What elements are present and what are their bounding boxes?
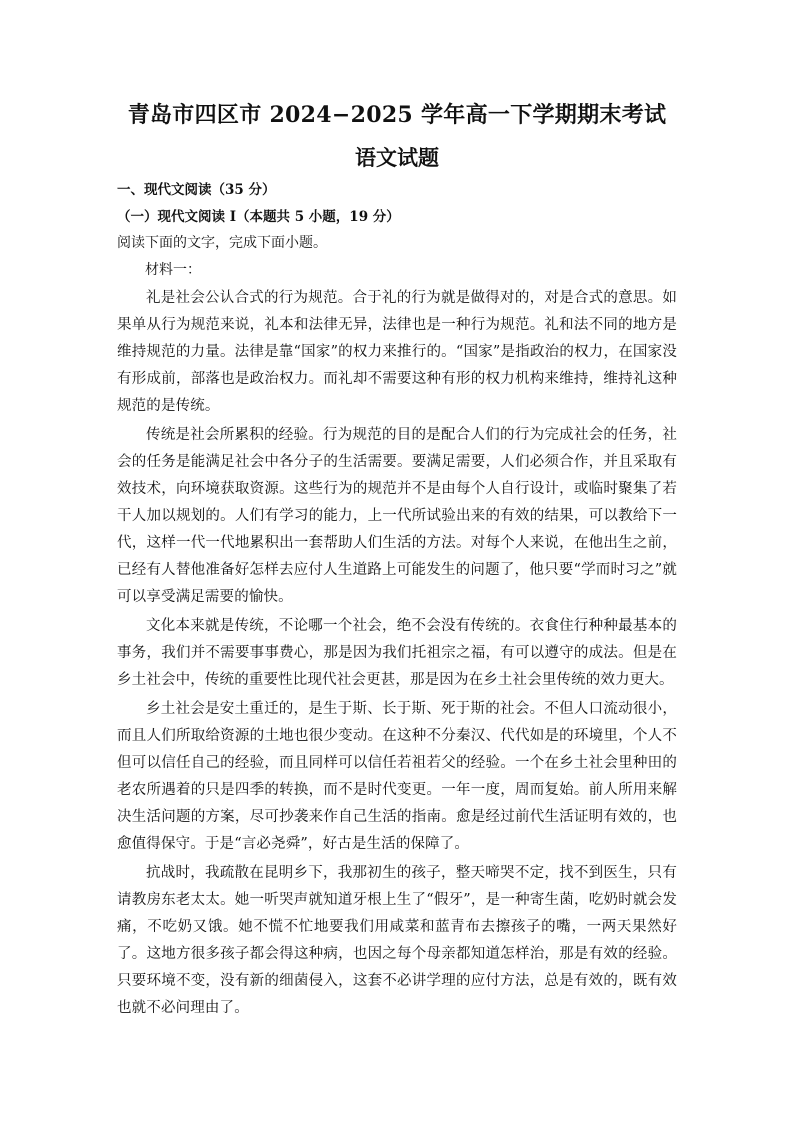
- passage-paragraph: 文化本来就是传统，不论哪一个社会，绝不会没有传统的。衣食住行种种最基本的事务，我们并不需要事事费心，那是因为我们托祖宗之福，有可以遵守的成法。但是在乡土社会中，传统的重要性比现代社会更甚，那是因为在乡土社会里传统的效力更大。: [117, 618, 677, 688]
- exam-page: [117, 100, 677, 1022]
- passage-paragraph: 传统是社会所累积的经验。行为规范的目的是配合人们的行为完成社会的任务，社会的任务是能满足社会中各分子的生活需要。要满足需要，人们必须合作，并且采取有效技术，向环境获取资源。这些行为的规范并不是由每个人自行设计，或临时聚集了若干人加以规划的。人们有学习的能力，上一代所试验出来的有效的结果，可以教给下一代，这样一代一代地累积出一套帮助人们生活的方法。对每个人来说，在他出生之前，已经有人替他准备好怎样去应付人生道路上可能发生的问题了，他只要“学而时习之”就可以享受满足需要的愉快。: [117, 427, 677, 605]
- subsection-heading: （一）现代文阅读 I（本题共 5 小题，19 分）: [117, 209, 400, 225]
- passage-paragraph: 礼是社会公认合式的行为规范。合于礼的行为就是做得对的，对是合式的意思。如果单从行为规范来说，礼本和法律无异，法律也是一种行为规范。礼和法不同的地方是维持规范的力量。法律是靠“国家”的权力来推行的。“国家”是指政治的权力，在国家没有形成前，部落也是政治权力。而礼却不需要这种有形的权力机构来维持，维持礼这种规范的是传统。: [117, 290, 677, 414]
- passage-paragraph: 乡土社会是安土重迁的，是生于斯、长于斯、死于斯的社会。不但人口流动很小，而且人们所取给资源的土地也很少变动。在这种不分秦汉、代代如是的环境里，个人不但可以信任自己的经验，而且同样可以信任若祖若父的经验。一个在乡土社会里种田的老农所遇着的只是四季的转换，而不是时代变更。一年一度，周而复始。前人所用来解决生活问题的方案，尽可抄袭来作自己生活的指南。愈是经过前代生活证明有效的，也愈值得保守。于是“言必尧舜”，好古是生活的保障了。: [117, 701, 677, 852]
- reading-instruction: 阅读下面的文字，完成下面小题。: [117, 235, 327, 251]
- material-label: 材料一：: [145, 262, 201, 278]
- exam-title: 青岛市四区市 2024−2025 学年高一下学期期末考试: [127, 102, 667, 128]
- passage-paragraph: 抗战时，我疏散在昆明乡下，我那初生的孩子，整天啼哭不定，找不到医生，只有请教房东老太太。她一听哭声就知道牙根上生了“假牙”，是一种寄生菌，吃奶时就会发痛，不吃奶又饿。她不慌不忙地要我们用咸菜和蓝青布去擦孩子的嘴，一两天果然好了。这地方很多孩子都会得这种病，也因之每个母亲都知道怎样治，那是有效的经验。只要环境不变，没有新的细菌侵入，这套不必讲学理的应付方法，总是有效的，既有效也就不必问理由了。: [117, 865, 677, 1016]
- exam-subtitle: 语文试题: [355, 145, 439, 170]
- section-heading: 一、现代文阅读（35 分）: [117, 182, 276, 198]
